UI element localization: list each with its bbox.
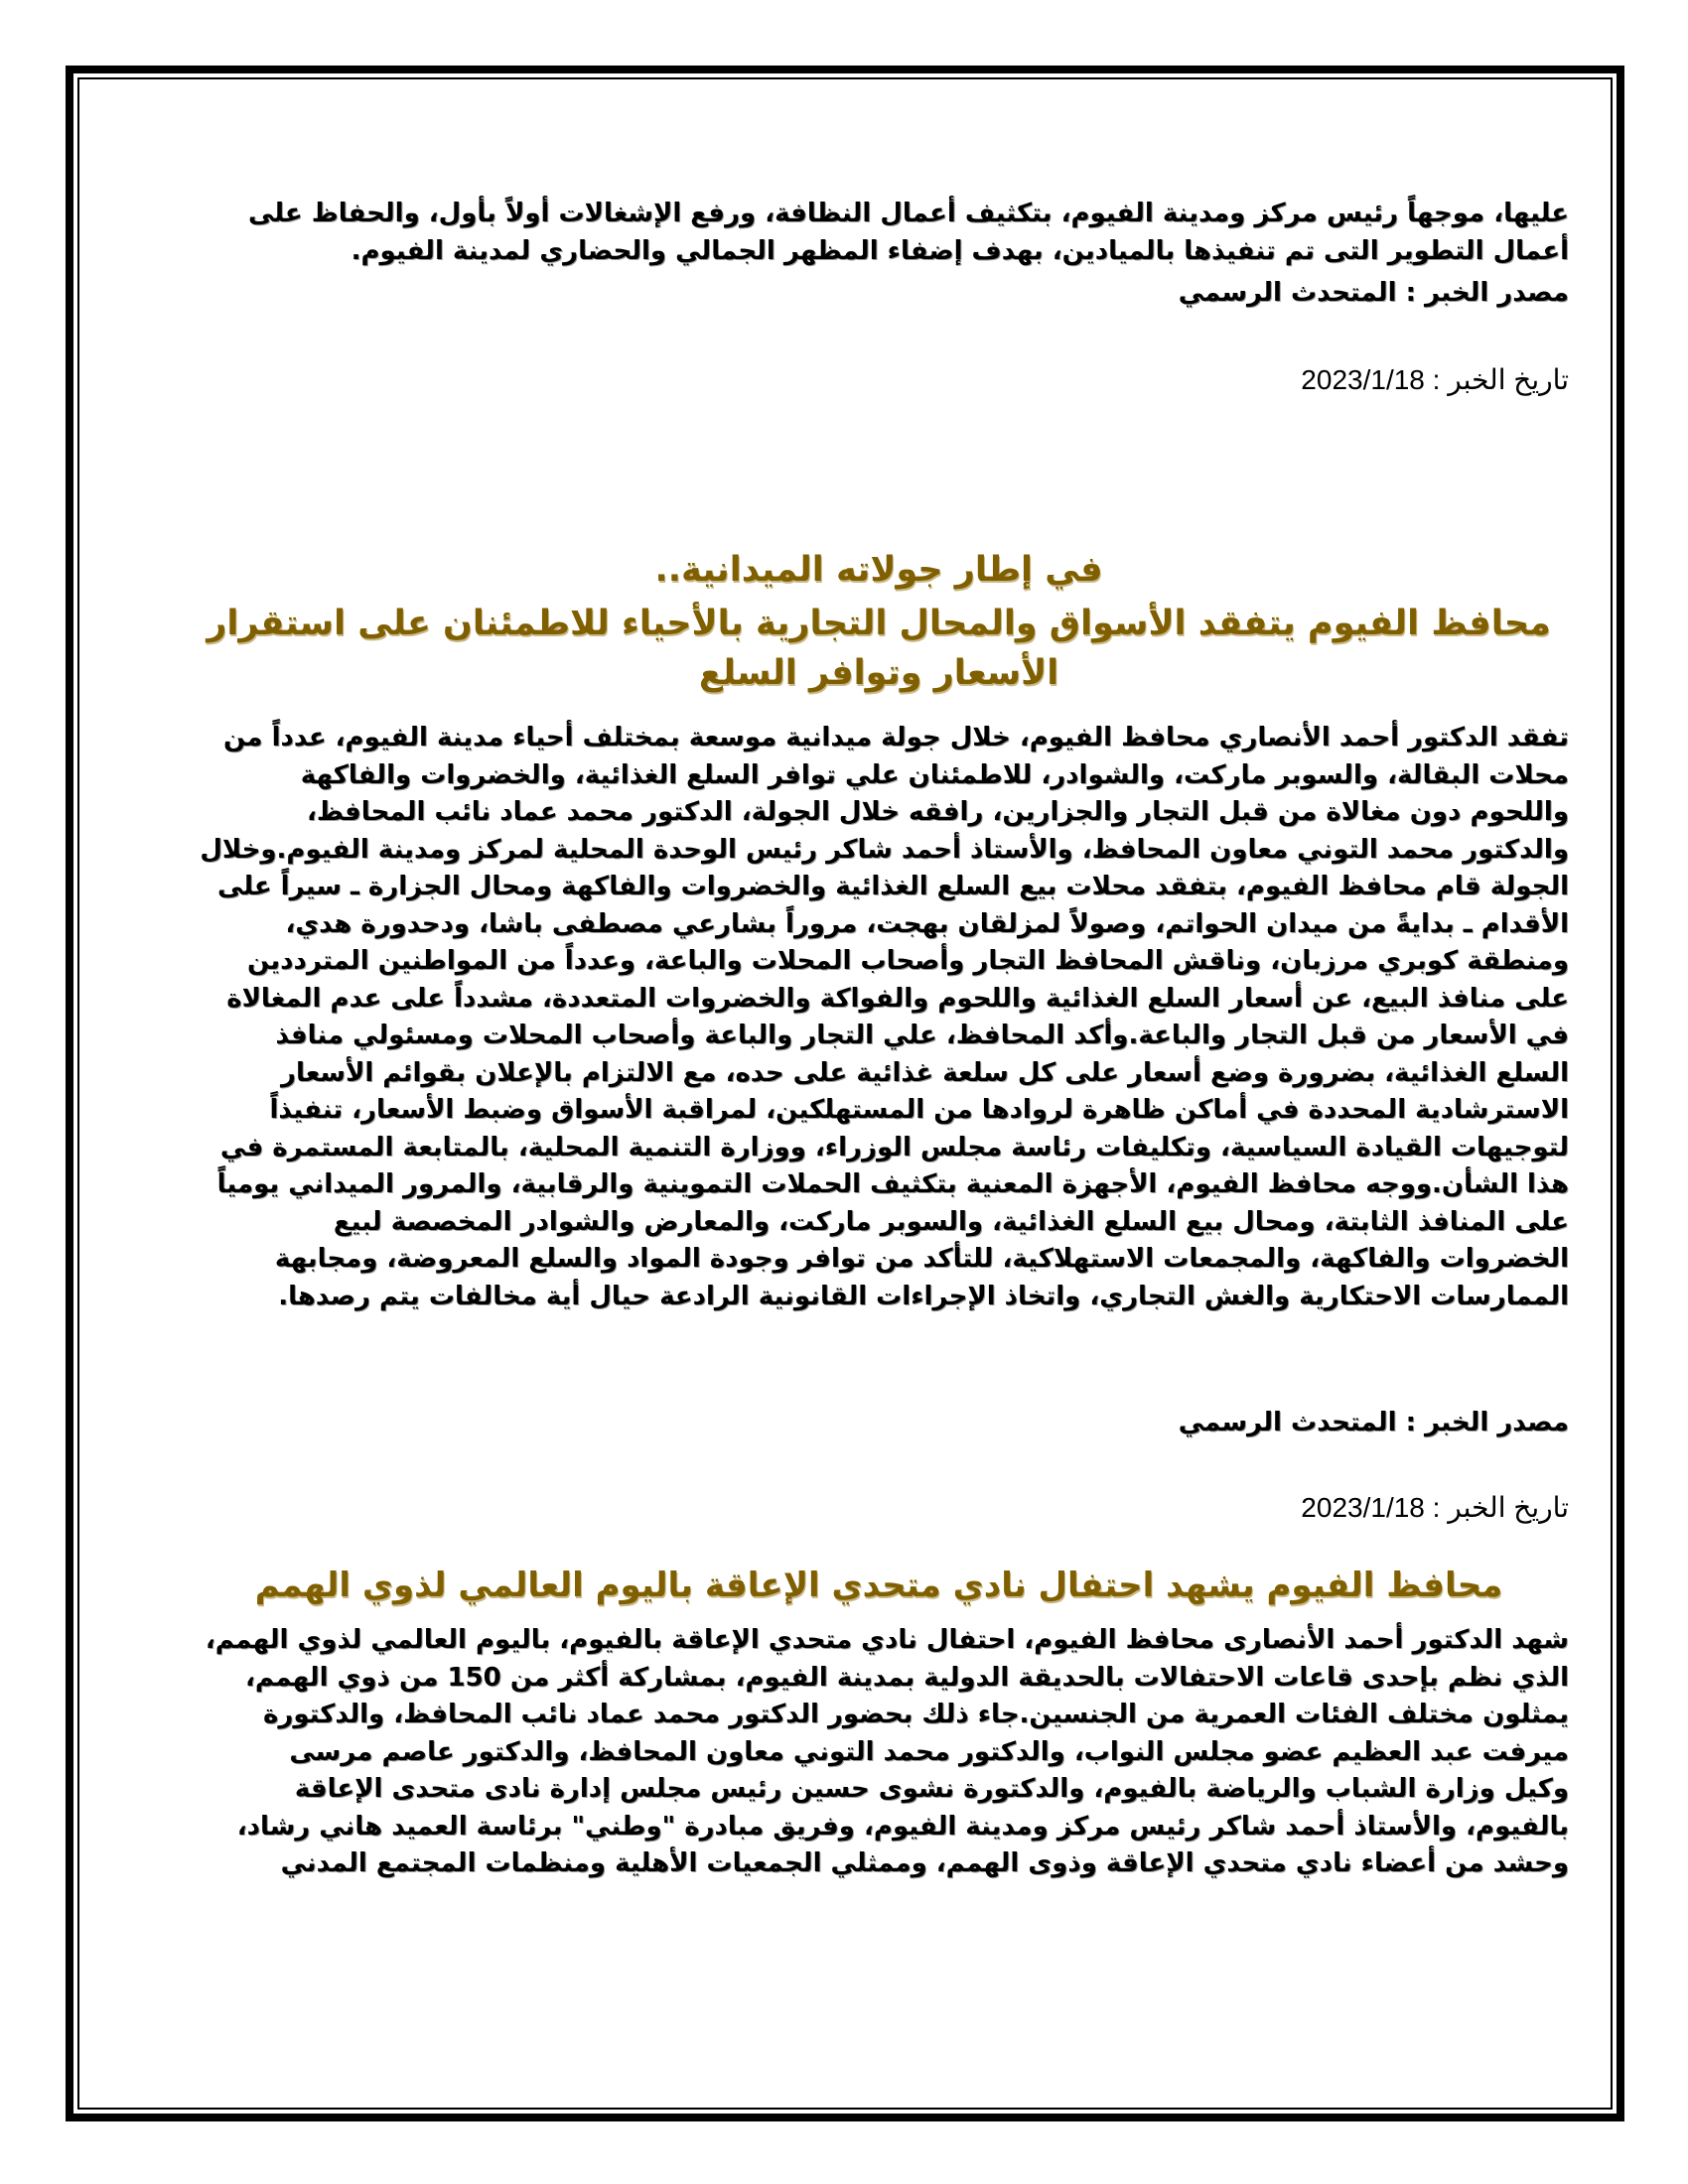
article-2-line: هذا الشأن.ووجه محافظ الفيوم، الأجهزة المعنية بتكثيف الحملات التموينية والرقابية، والمرور الميداني يومياً bbox=[216, 1169, 1569, 1199]
article-2-title-line: في إطار جولاته الميدانية.. bbox=[654, 550, 1103, 590]
article-3-line: الذي نظم بإحدى قاعات الاحتفالات بالحديقة الدولية بمدينة الفيوم، بمشاركة أكثر من 150 من ذوي الهمم، bbox=[244, 1662, 1569, 1693]
article-2-date: تاريخ الخبر : 2023/1/18 bbox=[1301, 1492, 1569, 1523]
article-3-line: يمثلون مختلف الفئات العمرية من الجنسين.جاء ذلك بحضور الدكتور محمد عماد نائب المحافظ، والدكتورة bbox=[263, 1700, 1569, 1729]
article-3-line: ميرفت عبد العظيم عضو مجلس النواب، والدكتور محمد التوني معاون المحافظ، والدكتور عاصم مرسى bbox=[289, 1736, 1569, 1767]
article-1-line: أعمال التطوير التى تم تنفيذها بالميادين، بهدف إضفاء المظهر الجمالي والحضاري لمدينة الفيوم. bbox=[351, 235, 1569, 266]
article-3-line: بالفيوم، والأستاذ أحمد شاكر رئيس مركز ومدينة الفيوم، وفريق مبادرة "وطني" برئاسة العميد هاني رشاد، bbox=[236, 1811, 1569, 1842]
article-2-title bbox=[189, 541, 1569, 702]
article-2-title-line: محافظ الفيوم يتفقد الأسواق والمحال التجارية بالأحياء للاطمئنان على استقرار bbox=[207, 604, 1551, 643]
article-2-line: محلات البقالة، والسوبر ماركت، والشوادر، للاطمئنان علي توافر السلع الغذائية، والخضروات والفاكهة bbox=[300, 759, 1569, 790]
article-2-line: في الأسعار من قبل التجار والباعة.وأكد المحافظ، علي التجار والباعة وأصحاب المحلات ومسئولي منافذ bbox=[275, 1021, 1569, 1050]
article-3-title bbox=[189, 1557, 1569, 1614]
article-2-line: الجولة قام محافظ الفيوم، بتفقد محلات بيع السلع الغذائية والخضروات والفاكهة ومحال الجزارة ـ سيراً على bbox=[216, 872, 1569, 901]
article-2-line: الخضروات والفاكهة، والمجمعات الاستهلاكية، للتأكد من توافر وجودة المواد والسلع المعروضة، ومجابهة bbox=[274, 1244, 1569, 1274]
article-2-body bbox=[189, 720, 1569, 1315]
article-2-source: مصدر الخبر : المتحدث الرسمي bbox=[1178, 1408, 1569, 1437]
article-2-line: الأقدام ـ بدايةً من ميدان الحواتم، وصولاً لمزلقان بهجت، مروراً بشارعي مصطفى باشا، ودحدورة هدي، bbox=[285, 908, 1569, 939]
article-3-title-line: محافظ الفيوم يشهد احتفال نادي متحدي الإعاقة باليوم العالمي لذوي الهمم bbox=[254, 1566, 1503, 1605]
article-2-line: لتوجيهات القيادة السياسية، وتكليفات رئاسة مجلس الوزراء، ووزارة التنمية المحلية، بالمتابعة المستمرة في bbox=[219, 1132, 1569, 1162]
article-3-body bbox=[189, 1622, 1569, 1883]
article-2-title-line: الأسعار وتوافر السلع bbox=[698, 653, 1059, 693]
article-2-line: الممارسات الاحتكارية والغش التجاري، واتخاذ الإجراءات القانونية الرادعة حيال أية مخالفات يتم رصدها. bbox=[278, 1281, 1569, 1311]
article-1-line: عليها، موجهاً رئيس مركز ومدينة الفيوم، بتكثيف أعمال النظافة، ورفع الإشغالات أولاً بأول، والحفاظ على bbox=[247, 199, 1569, 228]
article-2-line: على المنافذ الثابتة، ومحال بيع السلع الغذائية، والسوبر ماركت، والمعارض والشوادر المخصصة لبيع bbox=[333, 1206, 1569, 1237]
article-2-line: ومنطقة كوبري مرزبان، وناقش المحافظ التجار وأصحاب المحلات والباعة، وعدداً من المواطنين المترددين bbox=[246, 946, 1569, 976]
article-2-line: والدكتور محمد التوني معاون المحافظ، والأستاذ أحمد شاكر رئيس الوحدة المحلية لمركز ومدينة الفيوم.وخلال bbox=[200, 834, 1569, 865]
article-2-line: على منافذ البيع، عن أسعار السلع الغذائية واللحوم والفواكة والخضروات المتعددة، مشدداً على عدم المغالاة bbox=[226, 983, 1569, 1014]
article-1-body bbox=[189, 196, 1569, 270]
article-1-source: مصدر الخبر : المتحدث الرسمي bbox=[1178, 278, 1569, 308]
article-3-line: وحشد من أعضاء نادي متحدي الإعاقة وذوى الهمم، وممثلي الجمعيات الأهلية ومنظمات المجتمع المدني bbox=[280, 1848, 1569, 1878]
article-1-date: تاريخ الخبر : 2023/1/18 bbox=[1301, 364, 1569, 395]
article-2-line: واللحوم دون مغالاة من قبل التجار والجزارين، رافقه خلال الجولة، الدكتور محمد عماد نائب المحافظ، bbox=[307, 797, 1569, 827]
article-2-line: تفقد الدكتور أحمد الأنصاري محافظ الفيوم، خلال جولة ميدانية موسعة بمختلف أحياء مدينة الفيوم، عدداً من bbox=[223, 723, 1569, 752]
article-3-line: وكيل وزارة الشباب والرياضة بالفيوم، والدكتورة نشوى حسين رئيس مجلس إدارة نادى متحدى الإعاقة bbox=[294, 1774, 1569, 1804]
article-3-line: شهد الدكتور أحمد الأنصارى محافظ الفيوم، احتفال نادي متحدي الإعاقة بالفيوم، باليوم العالمي لذوي الهمم، bbox=[205, 1625, 1569, 1655]
article-2-line: الاسترشادية المحددة في أماكن ظاهرة لروادها من المستهلكين، لمراقبة الأسواق وضبط الأسعار، تنفيذاً bbox=[269, 1095, 1569, 1125]
article-2-line: السلع الغذائية، بضرورة وضع أسعار على كل سلعة غذائية على حده، مع الالتزام بالإعلان بقوائم الأسعار bbox=[281, 1057, 1569, 1088]
